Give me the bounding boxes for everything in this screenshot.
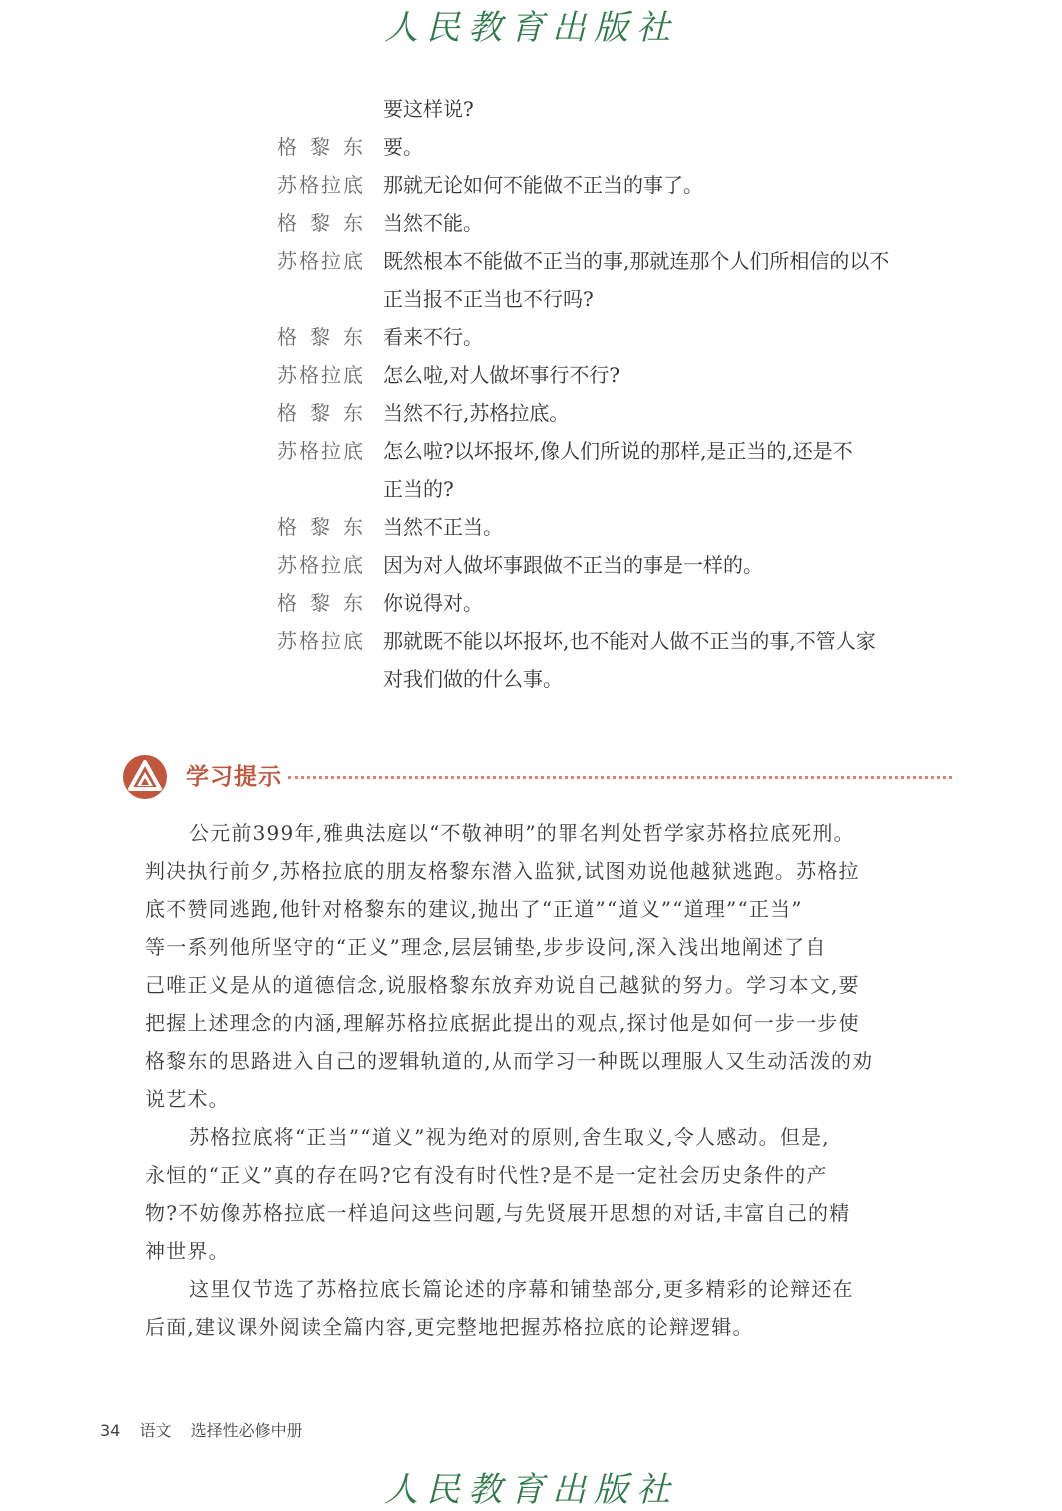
dotted-divider <box>288 776 952 779</box>
publisher-logo-top: 人民教育出版社 <box>384 8 678 48</box>
book-title: 选择性必修中册 <box>190 1421 303 1440</box>
speech-text: 当然不行,苏格拉底。 <box>383 401 570 425</box>
dialogue-line <box>0 204 1062 242</box>
dialogue-line <box>0 394 1062 432</box>
speech-text: 怎么啦?以坏报坏,像人们所说的那样,是正当的,还是不 <box>383 439 853 463</box>
tips-text-line: 己唯正义是从的道德信念,说服格黎东放弃劝说自己越狱的努力。学习本文,要 <box>145 973 860 997</box>
tips-text-line: 等一系列他所坚守的“正义”理念,层层铺垫,步步设问,深入浅出地阐述了自 <box>145 935 827 959</box>
tips-text-line: 物?不妨像苏格拉底一样追问这些问题,与先贤展开思想的对话,丰富自己的精 <box>145 1201 851 1225</box>
speech-text: 你说得对。 <box>383 591 483 615</box>
dialogue-line <box>0 546 1062 584</box>
learning-tips-body <box>145 814 905 1346</box>
learning-tips-header <box>122 752 952 802</box>
tips-text-line: 永恒的“正义”真的存在吗?它有没有时代性?是不是一定社会历史条件的产 <box>145 1163 828 1187</box>
speaker-name: 格 黎 东 <box>277 135 363 159</box>
tips-text-line: 把握上述理念的内涵,理解苏格拉底据此提出的观点,探讨他是如何一步一步使 <box>145 1011 860 1035</box>
speaker-name: 格 黎 东 <box>277 211 363 235</box>
dialogue-line <box>0 318 1062 356</box>
speaker-name: 苏 格 拉 底 <box>277 249 363 273</box>
page-number: 34 <box>100 1421 121 1440</box>
tips-text-line: 格黎东的思路进入自己的逻辑轨道的,从而学习一种既以理服人又生动活泼的劝 <box>145 1049 874 1073</box>
dialogue-line <box>0 166 1062 204</box>
speech-text: 怎么啦,对人做坏事行不行? <box>383 363 621 387</box>
speech-text: 对我们做的什么事。 <box>383 667 563 691</box>
dialogue-line <box>0 128 1062 166</box>
speech-text: 那就既不能以坏报坏,也不能对人做不正当的事,不管人家 <box>383 629 876 653</box>
speaker-name: 苏 格 拉 底 <box>277 553 363 577</box>
dialogue-line <box>0 242 1062 280</box>
speech-text: 当然不能。 <box>383 211 483 235</box>
speech-text: 当然不正当。 <box>383 515 503 539</box>
speaker-name: 格 黎 东 <box>277 515 363 539</box>
tips-text-line: 神世界。 <box>145 1239 230 1263</box>
dialogue-line <box>0 508 1062 546</box>
publisher-logo-bottom: 人民教育出版社 <box>384 1470 678 1510</box>
dialogue-line <box>0 584 1062 622</box>
speech-text: 那就无论如何不能做不正当的事了。 <box>383 173 703 197</box>
speaker-name: 苏 格 拉 底 <box>277 629 363 653</box>
speaker-name: 苏 格 拉 底 <box>277 173 363 197</box>
dialogue-line <box>0 660 1062 698</box>
speech-text: 要这样说? <box>383 97 474 121</box>
speaker-name: 格 黎 东 <box>277 325 363 349</box>
dialogue-line <box>0 356 1062 394</box>
triangle-logo-icon <box>122 754 168 800</box>
tips-text-line: 底不赞同逃跑,他针对格黎东的建议,抛出了“正道”“道义”“道理”“正当” <box>145 897 803 921</box>
speech-text: 因为对人做坏事跟做不正当的事是一样的。 <box>383 553 763 577</box>
subject-label: 语文 <box>139 1421 172 1440</box>
speech-text: 看来不行。 <box>383 325 483 349</box>
speech-text: 正当报不正当也不行吗? <box>383 287 594 311</box>
speaker-name: 格 黎 东 <box>277 401 363 425</box>
tips-text-line: 这里仅节选了苏格拉底长篇论述的序幕和铺垫部分,更多精彩的论辩还在 <box>189 1277 854 1301</box>
speaker-name: 苏 格 拉 底 <box>277 363 363 387</box>
learning-tips-title: 学习提示 <box>186 764 282 790</box>
speech-text: 既然根本不能做不正当的事,那就连那个人们所相信的以不 <box>383 249 890 273</box>
speaker-name: 苏 格 拉 底 <box>277 439 363 463</box>
dialogue-line <box>0 470 1062 508</box>
tips-text-line: 苏格拉底将“正当”“道义”视为绝对的原则,舍生取义,令人感动。但是, <box>189 1125 830 1149</box>
tips-text-line: 后面,建议课外阅读全篇内容,更完整地把握苏格拉底的论辩逻辑。 <box>145 1315 754 1339</box>
speaker-name: 格 黎 东 <box>277 591 363 615</box>
tips-text-line: 说艺术。 <box>145 1087 230 1111</box>
dialogue-line <box>0 432 1062 470</box>
tips-text-line: 判决执行前夕,苏格拉底的朋友格黎东潜入监狱,试图劝说他越狱逃跑。苏格拉 <box>145 859 860 883</box>
dialogue <box>0 90 1062 698</box>
speech-text: 要。 <box>383 135 423 159</box>
dialogue-line <box>0 622 1062 660</box>
page-footer <box>100 1418 317 1441</box>
dialogue-line <box>0 90 1062 128</box>
speech-text: 正当的? <box>383 477 454 501</box>
tips-text-line: 公元前399年,雅典法庭以“不敬神明”的罪名判处哲学家苏格拉底死刑。 <box>189 821 855 845</box>
dialogue-line <box>0 280 1062 318</box>
